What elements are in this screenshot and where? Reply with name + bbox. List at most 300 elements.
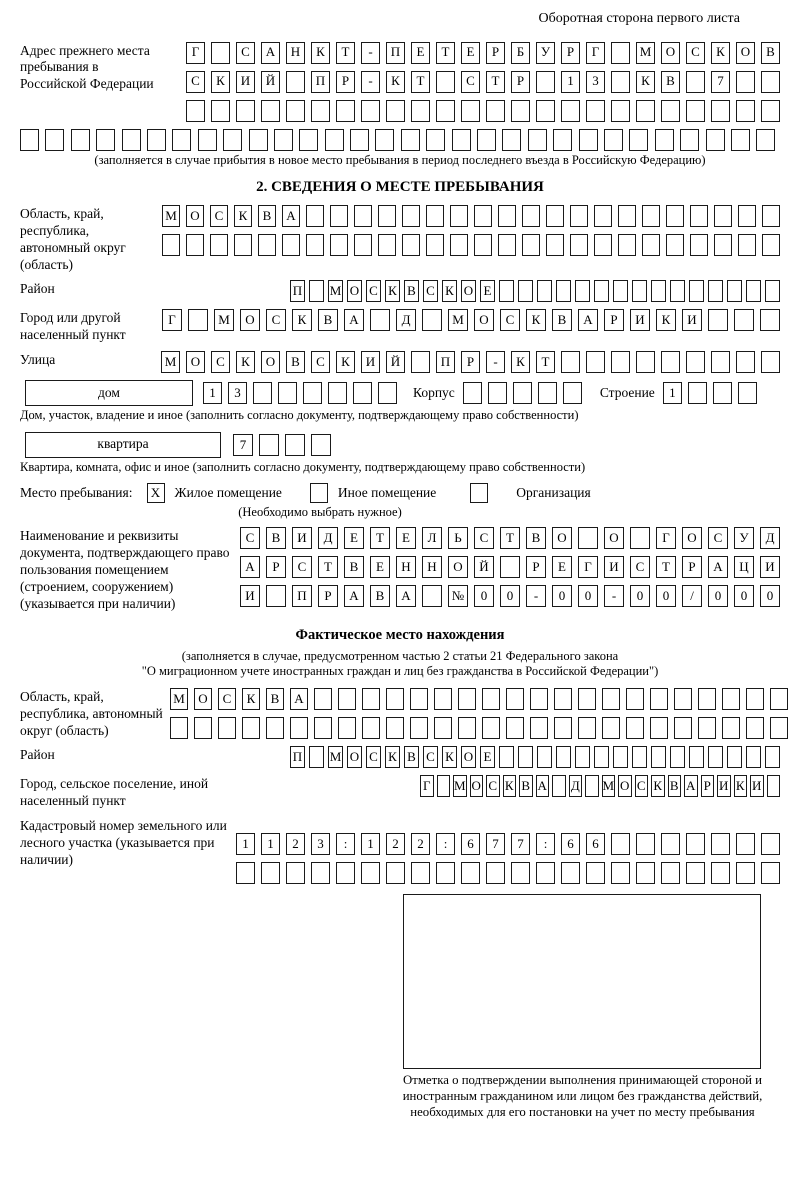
char-cell[interactable] <box>122 129 141 151</box>
char-cell[interactable] <box>650 717 668 739</box>
char-cell[interactable] <box>642 234 660 256</box>
char-cell[interactable] <box>650 688 668 710</box>
char-cell[interactable]: А <box>240 556 260 578</box>
char-cell[interactable]: 1 <box>261 833 280 855</box>
char-cell[interactable]: Г <box>586 42 605 64</box>
char-cell[interactable]: С <box>686 42 705 64</box>
char-cell[interactable] <box>311 434 331 456</box>
char-cell[interactable]: Р <box>461 351 480 373</box>
char-cell[interactable] <box>253 382 272 404</box>
char-cell[interactable] <box>500 556 520 578</box>
char-cell[interactable] <box>626 688 644 710</box>
char-cell[interactable]: К <box>242 688 260 710</box>
char-cell[interactable] <box>370 309 390 331</box>
checkbox-inoe[interactable] <box>310 483 328 503</box>
char-cell[interactable]: С <box>486 775 500 797</box>
char-cell[interactable] <box>71 129 90 151</box>
char-cell[interactable] <box>613 280 628 302</box>
char-cell[interactable]: Р <box>701 775 715 797</box>
char-cell[interactable] <box>211 42 230 64</box>
char-cell[interactable]: К <box>511 351 530 373</box>
char-cell[interactable] <box>306 234 324 256</box>
char-cell[interactable]: П <box>436 351 455 373</box>
char-cell[interactable] <box>437 775 451 797</box>
char-cell[interactable] <box>636 862 655 884</box>
char-cell[interactable]: Г <box>186 42 205 64</box>
char-cell[interactable]: И <box>240 585 260 607</box>
char-cell[interactable] <box>713 382 732 404</box>
char-cell[interactable]: О <box>448 556 468 578</box>
char-cell[interactable] <box>655 129 674 151</box>
char-cell[interactable] <box>411 351 430 373</box>
char-cell[interactable]: 0 <box>734 585 754 607</box>
char-cell[interactable] <box>170 717 188 739</box>
char-cell[interactable] <box>738 234 756 256</box>
char-cell[interactable] <box>570 234 588 256</box>
char-cell[interactable]: Р <box>561 42 580 64</box>
char-cell[interactable] <box>450 234 468 256</box>
char-cell[interactable] <box>611 42 630 64</box>
char-cell[interactable] <box>328 382 347 404</box>
char-cell[interactable] <box>611 351 630 373</box>
char-cell[interactable] <box>422 585 442 607</box>
char-cell[interactable] <box>553 129 572 151</box>
char-cell[interactable]: М <box>161 351 180 373</box>
char-cell[interactable]: В <box>318 309 338 331</box>
char-cell[interactable] <box>686 71 705 93</box>
char-cell[interactable]: М <box>162 205 180 227</box>
char-cell[interactable]: А <box>396 585 416 607</box>
char-cell[interactable] <box>686 351 705 373</box>
char-cell[interactable]: Б <box>511 42 530 64</box>
char-cell[interactable] <box>350 129 369 151</box>
char-cell[interactable]: 0 <box>578 585 598 607</box>
char-cell[interactable]: В <box>668 775 682 797</box>
char-cell[interactable] <box>530 688 548 710</box>
char-cell[interactable]: И <box>292 527 312 549</box>
char-cell[interactable] <box>198 129 217 151</box>
char-cell[interactable]: Й <box>386 351 405 373</box>
char-cell[interactable] <box>261 100 280 122</box>
char-cell[interactable] <box>162 234 180 256</box>
char-cell[interactable]: Т <box>318 556 338 578</box>
char-cell[interactable] <box>761 862 780 884</box>
char-cell[interactable] <box>579 129 598 151</box>
char-cell[interactable]: Л <box>422 527 442 549</box>
char-cell[interactable]: Т <box>536 351 555 373</box>
char-cell[interactable]: К <box>651 775 665 797</box>
char-cell[interactable] <box>354 205 372 227</box>
char-cell[interactable] <box>761 100 780 122</box>
char-cell[interactable] <box>727 280 742 302</box>
char-cell[interactable] <box>629 129 648 151</box>
char-cell[interactable]: Т <box>336 42 355 64</box>
char-cell[interactable]: Р <box>511 71 530 93</box>
char-cell[interactable]: К <box>526 309 546 331</box>
char-cell[interactable] <box>738 205 756 227</box>
char-cell[interactable]: П <box>386 42 405 64</box>
char-cell[interactable] <box>765 746 780 768</box>
char-cell[interactable] <box>386 862 405 884</box>
char-cell[interactable] <box>458 688 476 710</box>
char-cell[interactable]: Н <box>396 556 416 578</box>
char-cell[interactable] <box>537 280 552 302</box>
char-cell[interactable] <box>602 688 620 710</box>
char-cell[interactable] <box>711 833 730 855</box>
char-cell[interactable] <box>689 746 704 768</box>
char-cell[interactable] <box>613 746 628 768</box>
char-cell[interactable]: У <box>734 527 754 549</box>
char-cell[interactable]: Ц <box>734 556 754 578</box>
char-cell[interactable] <box>736 71 755 93</box>
char-cell[interactable]: К <box>386 71 405 93</box>
char-cell[interactable]: М <box>636 42 655 64</box>
char-cell[interactable] <box>259 434 279 456</box>
char-cell[interactable]: Т <box>656 556 676 578</box>
char-cell[interactable]: В <box>370 585 390 607</box>
char-cell[interactable] <box>708 280 723 302</box>
char-cell[interactable]: С <box>423 280 438 302</box>
char-cell[interactable]: К <box>711 42 730 64</box>
char-cell[interactable]: А <box>578 309 598 331</box>
char-cell[interactable]: Р <box>604 309 624 331</box>
char-cell[interactable]: 0 <box>474 585 494 607</box>
char-cell[interactable]: С <box>211 351 230 373</box>
char-cell[interactable] <box>314 717 332 739</box>
char-cell[interactable] <box>299 129 318 151</box>
char-cell[interactable]: В <box>286 351 305 373</box>
char-cell[interactable] <box>561 100 580 122</box>
char-cell[interactable]: О <box>661 42 680 64</box>
char-cell[interactable] <box>311 100 330 122</box>
char-cell[interactable]: - <box>361 71 380 93</box>
char-cell[interactable]: 1 <box>561 71 580 93</box>
char-cell[interactable]: К <box>236 351 255 373</box>
char-cell[interactable] <box>286 71 305 93</box>
char-cell[interactable] <box>561 351 580 373</box>
char-cell[interactable]: Е <box>344 527 364 549</box>
char-cell[interactable]: К <box>385 280 400 302</box>
char-cell[interactable]: И <box>717 775 731 797</box>
char-cell[interactable] <box>309 746 324 768</box>
char-cell[interactable]: П <box>292 585 312 607</box>
char-cell[interactable] <box>378 205 396 227</box>
char-cell[interactable]: К <box>503 775 517 797</box>
char-cell[interactable]: : <box>436 833 455 855</box>
char-cell[interactable] <box>450 205 468 227</box>
char-cell[interactable]: : <box>536 833 555 855</box>
char-cell[interactable] <box>689 280 704 302</box>
char-cell[interactable] <box>336 100 355 122</box>
char-cell[interactable] <box>410 717 428 739</box>
char-cell[interactable] <box>452 129 471 151</box>
char-cell[interactable]: О <box>604 527 624 549</box>
char-cell[interactable] <box>236 100 255 122</box>
char-cell[interactable] <box>306 205 324 227</box>
char-cell[interactable] <box>522 234 540 256</box>
char-cell[interactable]: П <box>290 746 305 768</box>
char-cell[interactable]: Т <box>500 527 520 549</box>
char-cell[interactable]: - <box>486 351 505 373</box>
char-cell[interactable]: И <box>361 351 380 373</box>
char-cell[interactable] <box>554 688 572 710</box>
char-cell[interactable]: О <box>618 775 632 797</box>
char-cell[interactable] <box>20 129 39 151</box>
char-cell[interactable] <box>706 129 725 151</box>
char-cell[interactable] <box>561 862 580 884</box>
char-cell[interactable] <box>463 382 482 404</box>
char-cell[interactable] <box>690 234 708 256</box>
char-cell[interactable]: С <box>218 688 236 710</box>
char-cell[interactable]: К <box>311 42 330 64</box>
char-cell[interactable]: Н <box>422 556 442 578</box>
char-cell[interactable]: О <box>261 351 280 373</box>
char-cell[interactable]: К <box>211 71 230 93</box>
char-cell[interactable] <box>45 129 64 151</box>
char-cell[interactable] <box>261 862 280 884</box>
char-cell[interactable] <box>353 382 372 404</box>
char-cell[interactable] <box>714 234 732 256</box>
char-cell[interactable] <box>618 234 636 256</box>
char-cell[interactable]: Р <box>336 71 355 93</box>
char-cell[interactable]: О <box>461 280 476 302</box>
char-cell[interactable]: 7 <box>711 71 730 93</box>
char-cell[interactable] <box>626 717 644 739</box>
char-cell[interactable] <box>461 100 480 122</box>
char-cell[interactable] <box>286 100 305 122</box>
char-cell[interactable] <box>686 100 705 122</box>
char-cell[interactable]: Е <box>480 280 495 302</box>
char-cell[interactable] <box>536 100 555 122</box>
char-cell[interactable] <box>611 100 630 122</box>
char-cell[interactable] <box>674 717 692 739</box>
char-cell[interactable]: 0 <box>760 585 780 607</box>
char-cell[interactable]: О <box>682 527 702 549</box>
char-cell[interactable]: 0 <box>630 585 650 607</box>
char-cell[interactable] <box>188 309 208 331</box>
char-cell[interactable] <box>147 129 166 151</box>
char-cell[interactable] <box>361 100 380 122</box>
char-cell[interactable] <box>552 775 566 797</box>
char-cell[interactable]: А <box>282 205 300 227</box>
char-cell[interactable] <box>426 205 444 227</box>
char-cell[interactable]: Р <box>486 42 505 64</box>
char-cell[interactable] <box>661 100 680 122</box>
char-cell[interactable] <box>477 129 496 151</box>
char-cell[interactable]: Й <box>474 556 494 578</box>
char-cell[interactable] <box>761 351 780 373</box>
char-cell[interactable] <box>736 100 755 122</box>
char-cell[interactable] <box>434 717 452 739</box>
char-cell[interactable]: С <box>292 556 312 578</box>
char-cell[interactable] <box>386 717 404 739</box>
char-cell[interactable]: С <box>635 775 649 797</box>
char-cell[interactable]: В <box>404 746 419 768</box>
char-cell[interactable] <box>218 717 236 739</box>
char-cell[interactable]: Р <box>318 585 338 607</box>
char-cell[interactable] <box>738 382 757 404</box>
char-cell[interactable] <box>674 688 692 710</box>
char-cell[interactable]: К <box>442 280 457 302</box>
char-cell[interactable]: И <box>236 71 255 93</box>
char-cell[interactable]: 1 <box>236 833 255 855</box>
char-cell[interactable] <box>303 382 322 404</box>
char-cell[interactable]: 6 <box>586 833 605 855</box>
char-cell[interactable] <box>734 309 754 331</box>
char-cell[interactable]: О <box>470 775 484 797</box>
char-cell[interactable]: В <box>552 309 572 331</box>
char-cell[interactable]: 2 <box>286 833 305 855</box>
char-cell[interactable] <box>223 129 242 151</box>
char-cell[interactable] <box>314 688 332 710</box>
char-cell[interactable] <box>632 746 647 768</box>
char-cell[interactable] <box>386 100 405 122</box>
char-cell[interactable] <box>186 100 205 122</box>
char-cell[interactable] <box>651 746 666 768</box>
char-cell[interactable] <box>330 205 348 227</box>
char-cell[interactable]: Е <box>411 42 430 64</box>
char-cell[interactable] <box>661 351 680 373</box>
char-cell[interactable] <box>513 382 532 404</box>
char-cell[interactable] <box>282 234 300 256</box>
char-cell[interactable]: П <box>311 71 330 93</box>
char-cell[interactable] <box>746 280 761 302</box>
char-cell[interactable]: 7 <box>511 833 530 855</box>
char-cell[interactable] <box>736 862 755 884</box>
char-cell[interactable]: И <box>630 309 650 331</box>
char-cell[interactable]: 1 <box>203 382 222 404</box>
char-cell[interactable]: А <box>290 688 308 710</box>
char-cell[interactable] <box>578 527 598 549</box>
char-cell[interactable] <box>594 205 612 227</box>
char-cell[interactable] <box>556 746 571 768</box>
char-cell[interactable] <box>578 717 596 739</box>
char-cell[interactable]: К <box>636 71 655 93</box>
char-cell[interactable] <box>746 746 761 768</box>
char-cell[interactable] <box>522 205 540 227</box>
char-cell[interactable] <box>761 833 780 855</box>
char-cell[interactable] <box>242 717 260 739</box>
char-cell[interactable] <box>538 382 557 404</box>
char-cell[interactable] <box>528 129 547 151</box>
char-cell[interactable] <box>563 382 582 404</box>
char-cell[interactable]: Е <box>396 527 416 549</box>
char-cell[interactable] <box>426 129 445 151</box>
char-cell[interactable]: М <box>602 775 616 797</box>
char-cell[interactable]: К <box>336 351 355 373</box>
char-cell[interactable]: С <box>474 527 494 549</box>
char-cell[interactable] <box>727 746 742 768</box>
char-cell[interactable]: В <box>661 71 680 93</box>
char-cell[interactable]: - <box>526 585 546 607</box>
char-cell[interactable] <box>502 129 521 151</box>
char-cell[interactable]: А <box>344 309 364 331</box>
char-cell[interactable]: 0 <box>708 585 728 607</box>
char-cell[interactable] <box>711 351 730 373</box>
char-cell[interactable]: Й <box>261 71 280 93</box>
char-cell[interactable] <box>362 688 380 710</box>
char-cell[interactable] <box>632 280 647 302</box>
char-cell[interactable] <box>714 205 732 227</box>
char-cell[interactable] <box>325 129 344 151</box>
char-cell[interactable] <box>594 280 609 302</box>
char-cell[interactable] <box>746 688 764 710</box>
char-cell[interactable] <box>767 775 781 797</box>
char-cell[interactable] <box>488 382 507 404</box>
char-cell[interactable]: В <box>519 775 533 797</box>
char-cell[interactable] <box>636 351 655 373</box>
char-cell[interactable] <box>266 585 286 607</box>
char-cell[interactable] <box>530 717 548 739</box>
char-cell[interactable] <box>461 862 480 884</box>
char-cell[interactable]: Г <box>656 527 676 549</box>
char-cell[interactable] <box>311 862 330 884</box>
char-cell[interactable]: Г <box>420 775 434 797</box>
char-cell[interactable]: О <box>474 309 494 331</box>
char-cell[interactable] <box>249 129 268 151</box>
char-cell[interactable]: 1 <box>361 833 380 855</box>
char-cell[interactable] <box>482 717 500 739</box>
char-cell[interactable] <box>760 309 780 331</box>
char-cell[interactable]: В <box>266 527 286 549</box>
char-cell[interactable]: 2 <box>386 833 405 855</box>
char-cell[interactable] <box>661 862 680 884</box>
char-cell[interactable] <box>746 717 764 739</box>
char-cell[interactable] <box>286 862 305 884</box>
char-cell[interactable] <box>586 862 605 884</box>
char-cell[interactable] <box>498 234 516 256</box>
char-cell[interactable] <box>770 717 788 739</box>
char-cell[interactable]: Е <box>552 556 572 578</box>
char-cell[interactable]: У <box>536 42 555 64</box>
char-cell[interactable]: К <box>292 309 312 331</box>
char-cell[interactable]: А <box>261 42 280 64</box>
char-cell[interactable] <box>402 234 420 256</box>
char-cell[interactable] <box>411 862 430 884</box>
char-cell[interactable] <box>708 309 728 331</box>
char-cell[interactable] <box>266 717 284 739</box>
char-cell[interactable] <box>636 833 655 855</box>
char-cell[interactable] <box>761 71 780 93</box>
char-cell[interactable]: : <box>336 833 355 855</box>
char-cell[interactable] <box>401 129 420 151</box>
char-cell[interactable] <box>556 280 571 302</box>
char-cell[interactable]: М <box>170 688 188 710</box>
char-cell[interactable]: П <box>290 280 305 302</box>
char-cell[interactable]: Г <box>162 309 182 331</box>
char-cell[interactable]: С <box>630 556 650 578</box>
char-cell[interactable]: М <box>328 280 343 302</box>
char-cell[interactable]: Д <box>760 527 780 549</box>
char-cell[interactable] <box>518 746 533 768</box>
char-cell[interactable] <box>690 205 708 227</box>
char-cell[interactable]: И <box>604 556 624 578</box>
char-cell[interactable] <box>611 862 630 884</box>
char-cell[interactable]: О <box>186 205 204 227</box>
char-cell[interactable] <box>506 688 524 710</box>
char-cell[interactable] <box>338 688 356 710</box>
char-cell[interactable] <box>670 280 685 302</box>
char-cell[interactable]: 0 <box>552 585 572 607</box>
char-cell[interactable] <box>274 129 293 151</box>
char-cell[interactable]: Д <box>396 309 416 331</box>
char-cell[interactable]: - <box>604 585 624 607</box>
char-cell[interactable] <box>499 280 514 302</box>
char-cell[interactable] <box>554 717 572 739</box>
char-cell[interactable] <box>336 862 355 884</box>
char-cell[interactable] <box>722 688 740 710</box>
char-cell[interactable] <box>642 205 660 227</box>
